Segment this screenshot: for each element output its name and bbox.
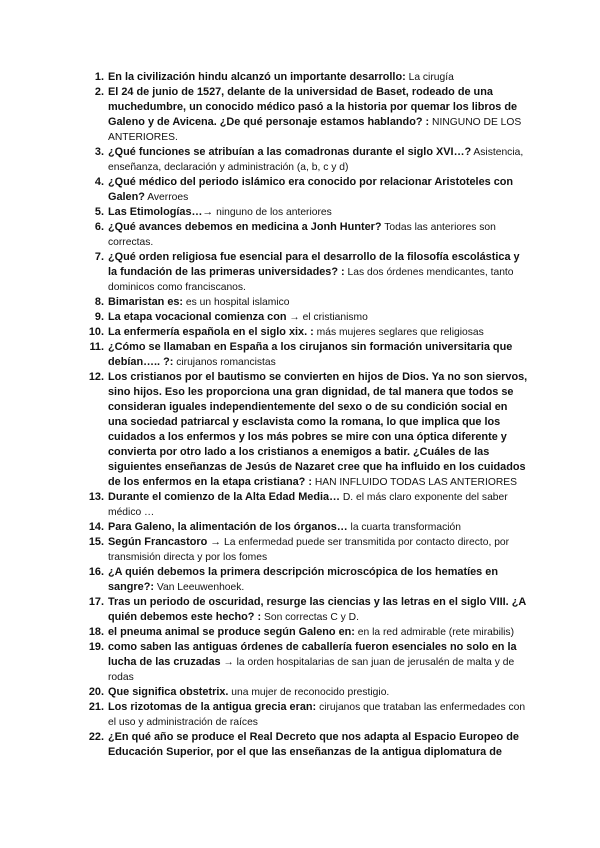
list-item [82, 565, 528, 595]
question-text: Los cristianos por el bautismo se convierten en hijos de Dios. Ya no son siervos, sino hijos. Eso les proporciona una gran dignidad, de tal manera que todos se consideran iguales independientemente del sexo o de su condición social en una sociedad patriarcal y esclavista como la romana, lo que implica que los cuidados a los enfermos y los más pobres se mire con una óptica diferente y convierta por otro lado a los cristianos a enemigos a batir. ¿Cuáles de las siguientes enseñanzas de Jesús de Nazaret cree que ha influido en los cuidados de los enfermos en la etapa cristiana? : [108, 371, 528, 488]
question-text: En la civilización hindu alcanzó un importante desarrollo: [108, 71, 406, 83]
answer-text: → el cristianismo [286, 312, 368, 323]
answer-text: Las dos órdenes mendicantes, tanto dominicos como franciscanos. [108, 267, 514, 293]
item-number: 6. [94, 221, 104, 233]
list-item [82, 175, 528, 205]
item-number: 1. [94, 71, 104, 83]
item-number: 11. [89, 341, 104, 353]
list-item [82, 490, 528, 520]
item-number: 10. [88, 326, 104, 338]
list-item [82, 640, 528, 685]
question-text: ¿Qué funciones se atribuían a las comadronas durante el siglo XVI…? [108, 146, 472, 158]
answer-text: Asistencia, enseñanza, declaración y administración (a, b, c y d) [108, 147, 524, 173]
list-item [82, 700, 528, 730]
item-number: 20. [88, 686, 104, 698]
answer-text: más mujeres seglares que religiosas [313, 327, 484, 338]
question-text: La enfermería española en el siglo xix. : [108, 326, 314, 338]
question-text: ¿En qué año se produce el Real Decreto que nos adapta al Espacio Europeo de Educación Superior, por el que las enseñanzas de la antigua diplomatura de [108, 731, 519, 758]
question-text: Según Francastoro → [108, 536, 222, 548]
list-item [82, 520, 528, 535]
item-number: 19. [88, 641, 104, 653]
question-text: Tras un periodo de oscuridad, resurge las ciencias y las letras en el siglo VIII. ¿A quién debemos este hecho? : [108, 596, 526, 623]
question-text: como saben las antiguas órdenes de caballería fueron esenciales no solo en la lucha de las cruzadas [108, 641, 517, 668]
answer-text: Averroes [144, 192, 189, 203]
question-text: Bimaristan es: [108, 296, 184, 308]
item-number: 15. [88, 536, 104, 548]
question-text: ¿Cómo se llamaban en España a los cirujanos sin formación universitaria que debían….. ?: [108, 341, 513, 368]
answer-text: Van Leeuwenhoek. [154, 582, 245, 593]
list-item [82, 370, 528, 490]
answer-text: HAN INFLUIDO TODAS LAS ANTERIORES [311, 477, 518, 488]
list-item [82, 625, 528, 640]
item-number: 17. [88, 596, 104, 608]
answer-text: Todas las anteriores son correctas. [108, 222, 496, 248]
list-item [82, 685, 528, 700]
item-number: 14. [88, 521, 104, 533]
list-item [82, 340, 528, 370]
list-item [82, 730, 528, 760]
item-number: 21. [88, 701, 104, 713]
item-number: 3. [94, 146, 104, 158]
item-number: 12. [88, 371, 104, 383]
question-list [82, 70, 528, 760]
list-item [82, 310, 528, 325]
item-number: 4. [94, 176, 104, 188]
question-text: Que significa obstetrix. [108, 686, 229, 698]
answer-text: una mujer de reconocido prestigio. [228, 687, 390, 698]
question-text: el pneuma animal se produce según Galeno en: [108, 626, 355, 638]
answer-text: La cirugía [405, 72, 454, 83]
item-number: 2. [94, 86, 104, 98]
question-text: ¿Qué médico del periodo islámico era conocido por relacionar Aristoteles con Galen? [108, 176, 514, 203]
list-item [82, 145, 528, 175]
question-text: ¿A quién debemos la primera descripción microscópica de los hematíes en sangre?: [108, 566, 498, 593]
answer-text: D. el más claro exponente del saber médico … [108, 492, 508, 518]
list-item [82, 205, 528, 220]
answer-text: Son correctas C y D. [261, 612, 359, 623]
answer-text: es un hospital islamico [183, 297, 290, 308]
list-item [82, 295, 528, 310]
question-text: Las Etimologías…→ [108, 206, 214, 218]
list-item [82, 85, 528, 145]
list-item [82, 535, 528, 565]
list-item [82, 250, 528, 295]
answer-text: la cuarta transformación [347, 522, 461, 533]
question-text: ¿Qué orden religiosa fue esencial para el desarrollo de la filosofía escolástica y la fundación de las primeras universidades? : [108, 251, 520, 278]
question-text: La etapa vocacional comienza con [108, 311, 287, 323]
answer-text: → la orden hospitalarias de san juan de jerusalén de malta y de rodas [108, 657, 515, 683]
answer-text: cirujanos que trataban las enfermedades con el uso y administración de raíces [108, 702, 526, 728]
item-number: 16. [88, 566, 104, 578]
answer-text: La enfermedad puede ser transmitida por contacto directo, por transmisión directa y por los fomes [108, 537, 510, 563]
item-number: 5. [94, 206, 104, 218]
item-number: 9. [94, 311, 104, 323]
question-text: Los rizotomas de la antigua grecia eran: [108, 701, 317, 713]
list-item [82, 220, 528, 250]
question-text: El 24 de junio de 1527, delante de la universidad de Baset, rodeado de una muchedumbre, un conocido médico pasó a la historia por quemar los libros de Galeno y de Avicena. ¿De qué personaje estamos hablando? : [108, 86, 518, 128]
item-number: 18. [88, 626, 104, 638]
list-item [82, 70, 528, 85]
list-item [82, 595, 528, 625]
list-item [82, 325, 528, 340]
item-number: 13. [88, 491, 104, 503]
answer-text: en la red admirable (rete mirabilis) [354, 627, 515, 638]
item-number: 7. [94, 251, 104, 263]
answer-text: NINGUNO DE LOS ANTERIORES. [108, 117, 522, 143]
answer-text: ninguno de los anteriores [213, 207, 332, 218]
item-number: 8. [94, 296, 104, 308]
answer-text: cirujanos romancistas [173, 357, 276, 368]
item-number: 22. [88, 731, 104, 743]
question-text: Para Galeno, la alimentación de los órganos… [108, 521, 348, 533]
question-text: Durante el comienzo de la Alta Edad Media… [108, 491, 340, 503]
question-text: ¿Qué avances debemos en medicina a Jonh Hunter? [108, 221, 382, 233]
